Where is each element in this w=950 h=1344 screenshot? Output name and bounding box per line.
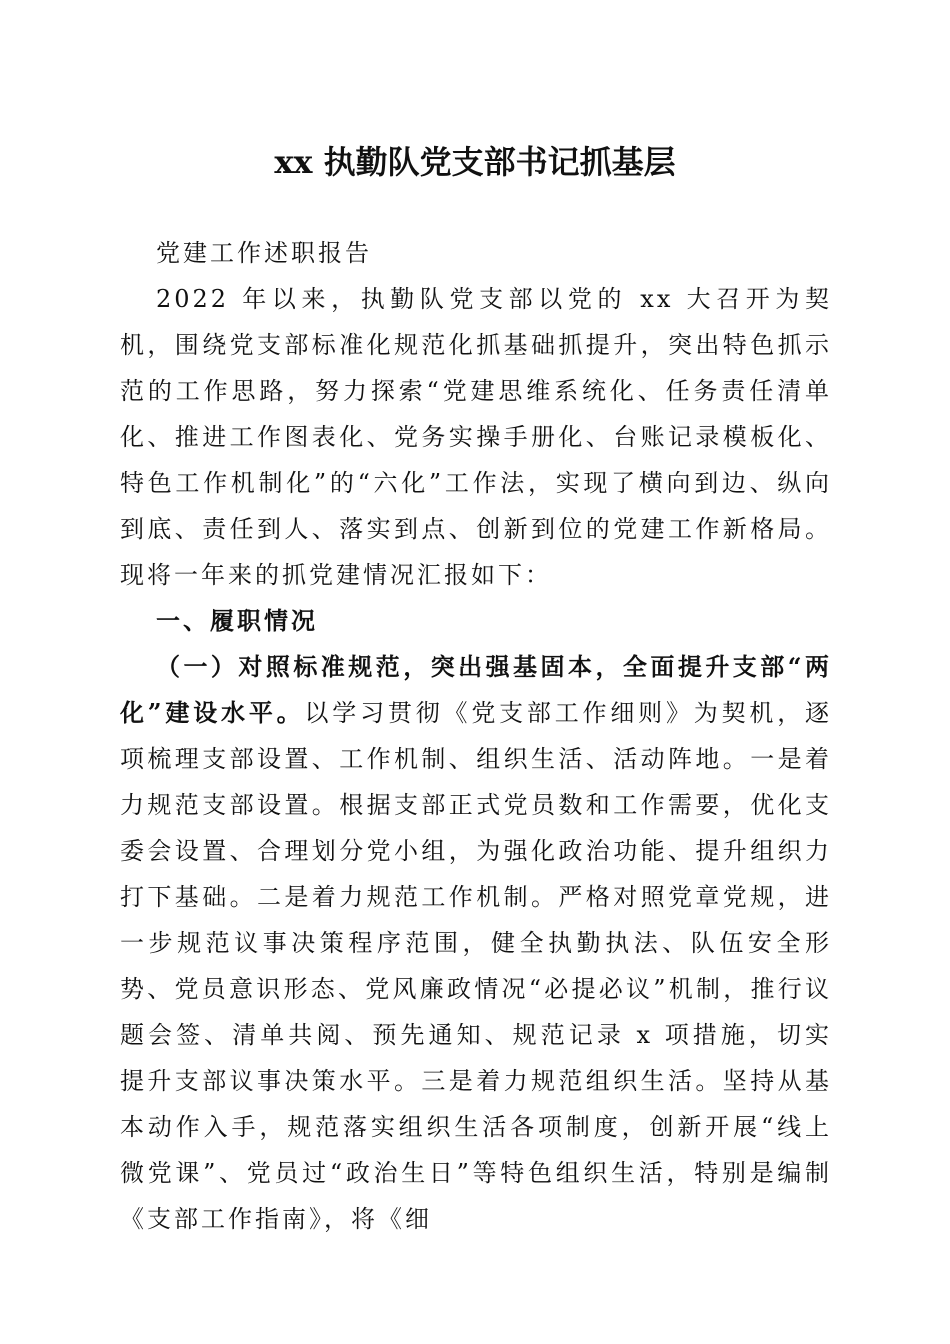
intro-paragraph: 2022 年以来，执勤队党支部以党的 xx 大召开为契机，围绕党支部标准化规范化抓基础抓提升，突出特色抓示范的工作思路，努力探索“党建思维系统化、任务责任清单化、推进工作图表化、党务实操手册化、台账记录模板化、特色工作机制化”的“六化”工作法，实现了横向到边、纵向到底、责任到人、落实到点、创新到位的党建工作新格局。现将一年来的抓党建情况汇报如下：: [120, 285, 832, 589]
paragraph-body: 以学习贯彻《党支部工作细则》为契机，逐项梳理支部设置、工作机制、组织生活、活动阵地。一是着力规范支部设置。根据支部正式党员数和工作需要，优化支委会设置、合理划分党小组，为强化政治功能、提升组织力打下基础。二是着力规范工作机制。严格对照党章党规，进一步规范议事决策程序范围，健全执勤执法、队伍安全形势、党员意识形态、党风廉政情况“必提必议”机制，推行议题会签、清单共阅、预先通知、规范记录 x 项措施，切实提升支部议事决策水平。三是着力规范组织生活。坚持从基本动作入手，规范落实组织生活各项制度，创新开展“线上微党课”、党员过“政治生日”等特色组织生活，特别是编制《支部工作指南》，将《细: [120, 699, 833, 1233]
document-title: xx 执勤队党支部书记抓基层: [274, 143, 676, 181]
paragraph-lead: （一）对照标准规范，突出强基固本，全面提升支部“两化”建设水平。: [120, 652, 832, 727]
section-heading: 一、履职情况: [156, 607, 318, 635]
document-subtitle: 党建工作述职报告: [156, 239, 372, 267]
document-body: [120, 230, 832, 1242]
section-paragraph: [120, 644, 832, 1242]
